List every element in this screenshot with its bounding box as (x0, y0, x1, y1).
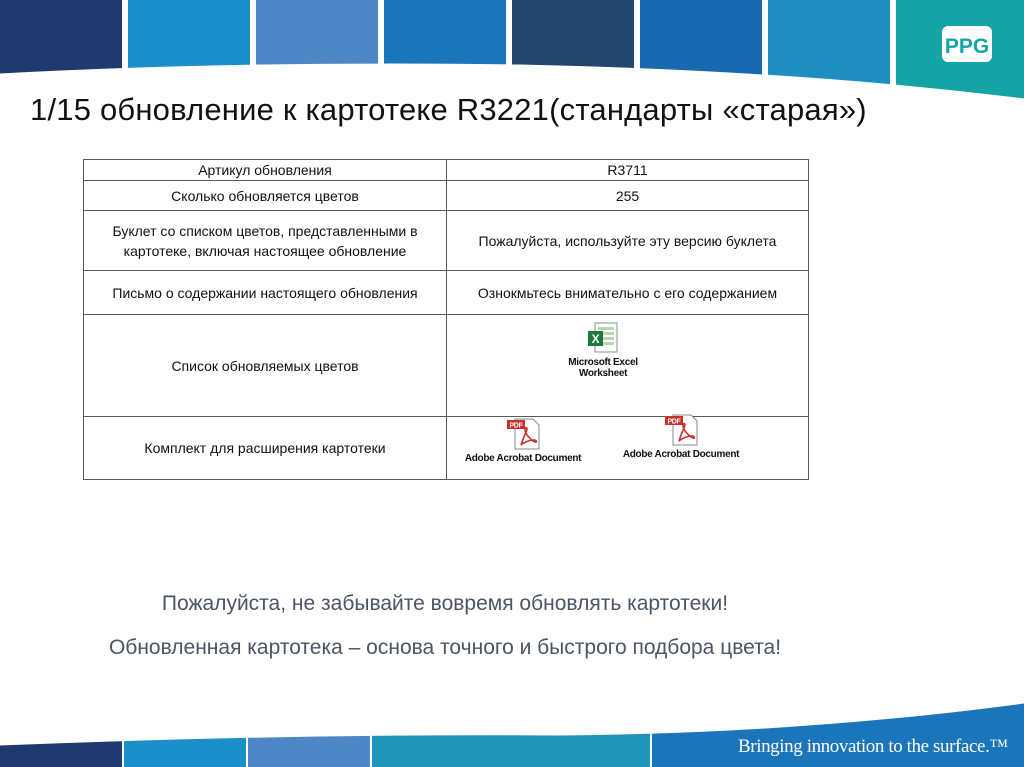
row-label: Письмо о содержании настоящего обновления (84, 271, 447, 315)
pdf-file-icon (663, 413, 699, 447)
table-row (84, 271, 809, 315)
slide-title: 1/15 обновление к картотеке R3221(стандарты «старая») (30, 92, 867, 127)
motto-note (0, 632, 890, 663)
motto-text: Обновленная картотека – основа точного и быстрого подбора цвета! (108, 636, 782, 659)
reminder-note: Пожалуйста, не забывайте вовремя обновлять картотеки! (161, 592, 729, 615)
row-label: Сколько обновляется цветов (84, 181, 447, 211)
excel-attachment-label: Microsoft Excel Worksheet (568, 357, 638, 379)
row-label: Список обновляемых цветов (84, 315, 447, 417)
svg-text:PDF: PDF (509, 422, 523, 430)
table-row (84, 315, 809, 417)
table-row (84, 160, 809, 181)
pdf-attachment-2[interactable] (621, 413, 741, 460)
pdf-attachment-2-label: Adobe Acrobat Document (622, 449, 740, 460)
excel-attachment-cell (447, 315, 809, 417)
pdf-attachment-1-label: Adobe Acrobat Document (464, 453, 582, 464)
header-band (0, 0, 1024, 100)
svg-text:PDF: PDF (667, 418, 681, 426)
svg-text:PPG: PPG (944, 35, 990, 58)
ppg-logo (924, 10, 1020, 90)
pdf-file-icon (505, 417, 541, 451)
table-row (84, 181, 809, 211)
row-value: R3711 (447, 160, 809, 181)
row-value: Ознокмьтесь внимательно с его содержанием (447, 271, 809, 315)
row-label: Буклет со списком цветов, представленными в картотеке, включая настоящее обновление (84, 211, 447, 271)
row-value: 255 (447, 181, 809, 211)
excel-attachment[interactable] (543, 321, 663, 379)
row-label: Комплект для расширения картотеки (84, 417, 447, 480)
pdf-attachment-1[interactable] (463, 417, 583, 464)
svg-text:X: X (591, 332, 600, 346)
update-info-table (83, 159, 809, 480)
table-row (84, 417, 809, 480)
pdf-attachments-cell (447, 417, 809, 480)
row-label: Артикул обновления (84, 160, 447, 181)
excel-file-icon (586, 321, 620, 355)
table-row (84, 211, 809, 271)
brand-slogan: Bringing innovation to the surface.™ (738, 736, 1008, 757)
row-value: Пожалуйста, используйте эту версию буклета (447, 211, 809, 271)
